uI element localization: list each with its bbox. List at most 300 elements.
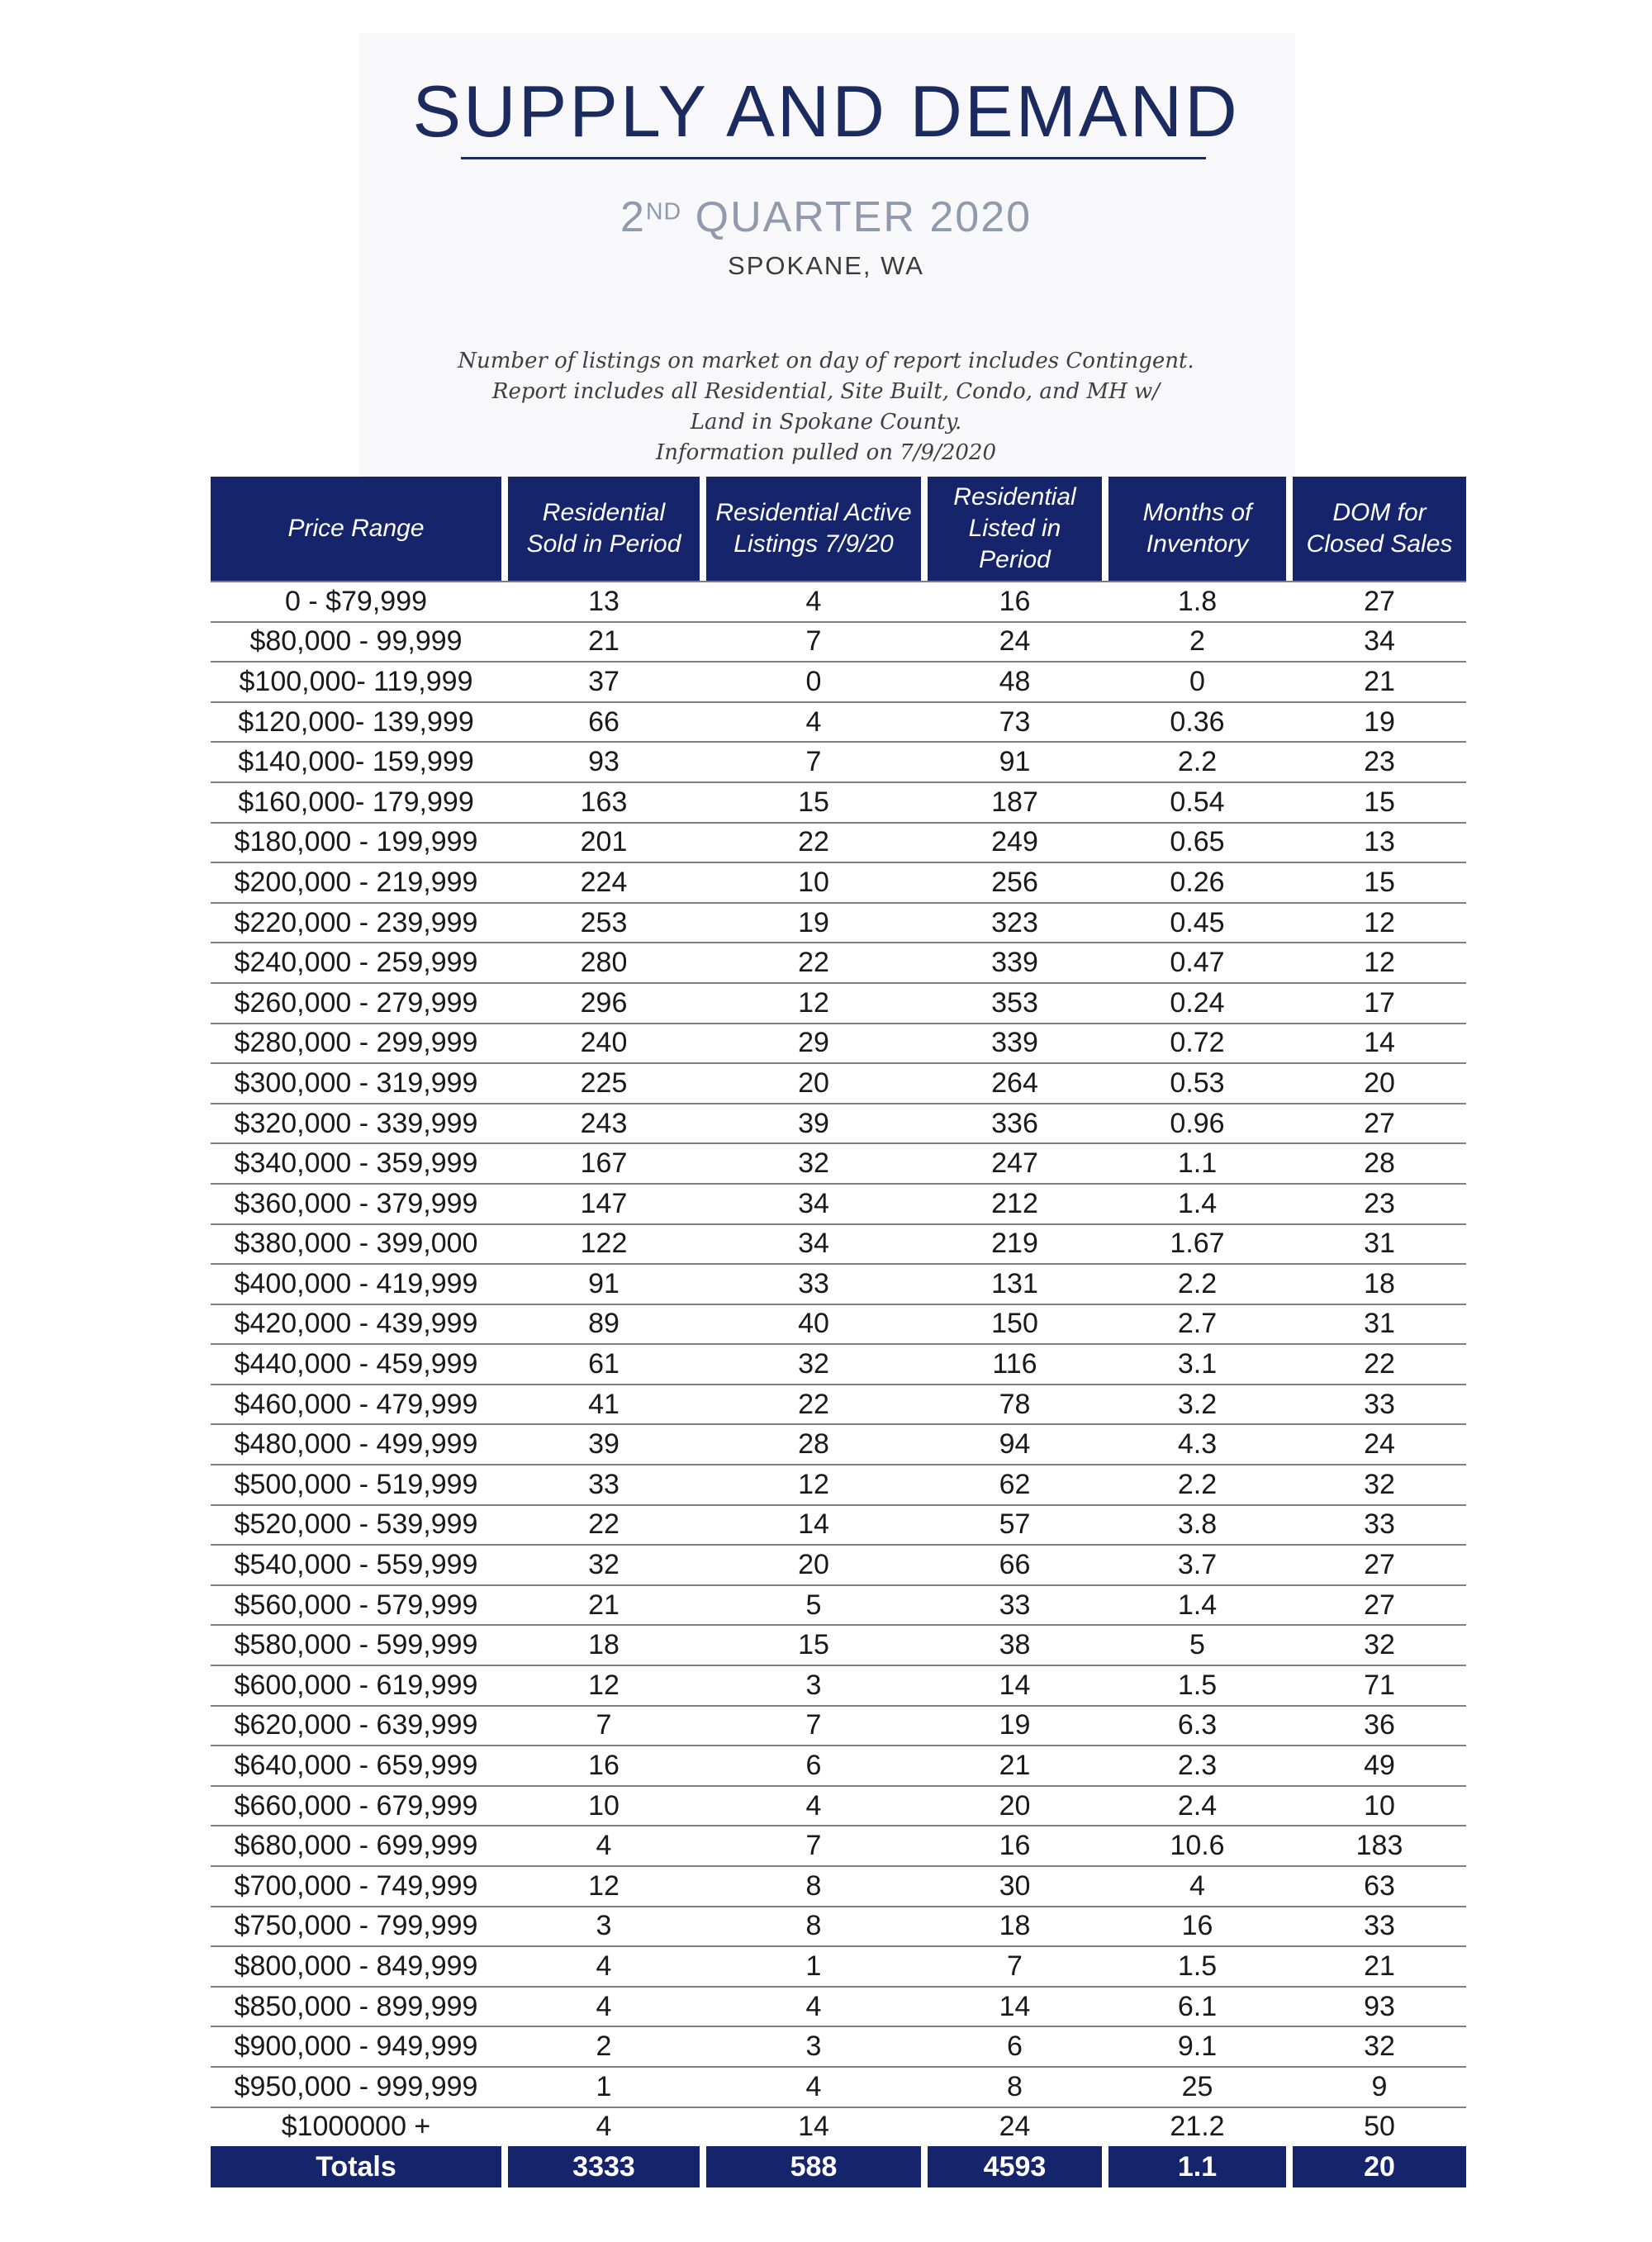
table-cell: 4: [1189, 1869, 1205, 1902]
table-row: [211, 1223, 1466, 1264]
table-cell: 62: [999, 1468, 1031, 1500]
table-cell: 24: [1364, 1428, 1395, 1461]
table-cell: 1.67: [1170, 1228, 1225, 1260]
supply-demand-table: [211, 477, 1466, 2187]
table-row: [211, 781, 1466, 822]
table-cell: 10: [798, 866, 829, 898]
table-cell: 21: [999, 1750, 1031, 1782]
table-cell: 20: [1364, 1066, 1395, 1099]
table-cell: 23: [1364, 1187, 1395, 1219]
table-cell: 21: [588, 1589, 620, 1621]
table-cell: 339: [991, 1027, 1038, 1059]
table-row: [211, 1584, 1466, 1625]
table-cell: $180,000 - 199,999: [234, 826, 478, 858]
table-cell: 19: [999, 1709, 1031, 1741]
table-cell: 63: [1364, 1869, 1395, 1902]
table-cell: 24: [999, 625, 1031, 658]
table-cell: 280: [580, 947, 628, 979]
table-row: [211, 1665, 1466, 1705]
table-cell: $100,000- 119,999: [239, 665, 473, 697]
table-cell: $500,000 - 519,999: [234, 1468, 478, 1500]
table-cell: 14: [1364, 1027, 1395, 1059]
table-row: [211, 1343, 1466, 1384]
table-cell: $200,000 - 219,999: [234, 866, 478, 898]
table-cell: 33: [1364, 1910, 1395, 1942]
table-cell: 8: [805, 1869, 822, 1902]
table-cell: 2.2: [1177, 1468, 1218, 1500]
table-cell: 6.1: [1177, 1990, 1218, 2022]
table-cell: 2.2: [1177, 1267, 1218, 1299]
table-cell: 12: [1364, 947, 1395, 979]
table-row: [211, 1906, 1466, 1946]
table-row: [211, 862, 1466, 902]
table-cell: 1.8: [1177, 585, 1218, 617]
table-row: [211, 2026, 1466, 2066]
table-cell: 91: [999, 746, 1031, 778]
table-row: [211, 1745, 1466, 1785]
table-cell: 7: [805, 625, 822, 658]
table-cell: 18: [999, 1910, 1031, 1942]
report-notes: [0, 346, 1652, 468]
column-header-price-range: Price Range: [211, 477, 501, 581]
table-row: [211, 902, 1466, 943]
table-cell: 18: [1364, 1267, 1395, 1299]
table-cell: 21: [1364, 1950, 1395, 1982]
quarter-text: QUARTER 2020: [681, 193, 1032, 241]
table-cell: 6.3: [1177, 1709, 1218, 1741]
table-cell: 34: [798, 1228, 829, 1260]
table-row: [211, 2066, 1466, 2107]
table-cell: 32: [798, 1348, 829, 1380]
table-cell: 0 - $79,999: [284, 585, 428, 617]
note-line: Number of listings on market on day of report includes Contingent.: [458, 349, 1194, 373]
table-cell: 49: [1364, 1750, 1395, 1782]
table-cell: 15: [798, 786, 829, 818]
column-header-listed-in-period: Residential Listed in Period: [928, 477, 1102, 581]
table-row: [211, 1825, 1466, 1865]
table-cell: 27: [1364, 585, 1395, 617]
table-cell: 73: [999, 705, 1031, 738]
table-cell: $440,000 - 459,999: [234, 1348, 478, 1380]
table-cell: 3: [596, 1910, 612, 1942]
table-cell: 4: [596, 1950, 612, 1982]
table-cell: $360,000 - 379,999: [234, 1187, 478, 1219]
table-cell: 4: [805, 1990, 822, 2022]
table-cell: 3.7: [1177, 1549, 1218, 1581]
table-cell: 4: [596, 1830, 612, 1862]
table-cell: 89: [588, 1308, 620, 1340]
table-cell: 150: [991, 1308, 1038, 1340]
table-cell: 336: [991, 1107, 1038, 1139]
table-cell: 39: [588, 1428, 620, 1461]
table-cell: $480,000 - 499,999: [234, 1428, 478, 1461]
table-cell: 21: [1364, 665, 1395, 697]
table-cell: 7: [805, 746, 822, 778]
table-cell: 264: [991, 1066, 1038, 1099]
table-cell: $580,000 - 599,999: [234, 1629, 478, 1661]
table-cell: 2.3: [1177, 1750, 1218, 1782]
table-cell: $620,000 - 639,999: [234, 1709, 478, 1741]
column-header-dom-closed-sales: DOM for Closed Sales: [1293, 477, 1466, 581]
table-cell: $640,000 - 659,999: [234, 1750, 478, 1782]
table-cell: 1.5: [1177, 1950, 1218, 1982]
table-cell: 24: [999, 2111, 1031, 2143]
table-cell: 2: [1189, 625, 1205, 658]
table-cell: 253: [580, 906, 628, 938]
table-cell: 0.96: [1170, 1107, 1225, 1139]
table-row: [211, 621, 1466, 662]
table-cell: 339: [991, 947, 1038, 979]
table-cell: $850,000 - 899,999: [234, 1990, 478, 2022]
table-cell: 5: [805, 1589, 822, 1621]
table-cell: $320,000 - 339,999: [234, 1107, 478, 1139]
table-cell: 12: [1364, 906, 1395, 938]
table-cell: 34: [798, 1187, 829, 1219]
quarter-ordinal: ND: [645, 198, 682, 226]
page-title: SUPPLY AND DEMAND: [412, 70, 1240, 152]
table-cell: 1.4: [1177, 1589, 1218, 1621]
table-cell: $950,000 - 999,999: [234, 2070, 478, 2102]
totals-label: Totals: [211, 2146, 501, 2187]
table-cell: 353: [991, 986, 1038, 1019]
table-cell: 249: [991, 826, 1038, 858]
table-row: [211, 1384, 1466, 1424]
table-cell: 219: [991, 1228, 1038, 1260]
table-cell: 25: [1181, 2070, 1213, 2102]
table-cell: 20: [999, 1789, 1031, 1822]
table-row: [211, 1023, 1466, 1063]
table-row: [211, 1865, 1466, 1906]
table-cell: 5: [1189, 1629, 1205, 1661]
table-cell: 8: [805, 1910, 822, 1942]
table-cell: 94: [999, 1428, 1031, 1461]
table-cell: 0.24: [1170, 986, 1225, 1019]
table-cell: $900,000 - 949,999: [234, 2031, 478, 2063]
table-cell: 1.5: [1177, 1669, 1218, 1701]
table-cell: 14: [798, 1508, 829, 1541]
table-cell: 48: [999, 665, 1031, 697]
table-cell: 1: [805, 1950, 822, 1982]
table-cell: 71: [1364, 1669, 1395, 1701]
table-cell: 66: [588, 705, 620, 738]
table-cell: 20: [798, 1066, 829, 1099]
table-cell: 4: [805, 1789, 822, 1822]
table-cell: 0.53: [1170, 1066, 1225, 1099]
table-cell: 33: [588, 1468, 620, 1500]
table-cell: 225: [580, 1066, 628, 1099]
table-header-row: [211, 477, 1466, 581]
table-cell: 57: [999, 1508, 1031, 1541]
table-cell: 17: [1364, 986, 1395, 1019]
table-cell: 41: [588, 1388, 620, 1420]
table-cell: 224: [580, 866, 628, 898]
table-cell: 28: [798, 1428, 829, 1461]
table-cell: 256: [991, 866, 1038, 898]
table-row: [211, 1103, 1466, 1143]
table-row: [211, 1544, 1466, 1584]
table-row: [211, 1945, 1466, 1986]
table-cell: 131: [991, 1267, 1038, 1299]
table-cell: 2.4: [1177, 1789, 1218, 1822]
table-cell: 28: [1364, 1147, 1395, 1180]
table-cell: 0.65: [1170, 826, 1225, 858]
table-cell: 0.45: [1170, 906, 1225, 938]
table-cell: 183: [1355, 1830, 1403, 1862]
table-row: [211, 661, 1466, 701]
table-cell: 14: [999, 1990, 1031, 2022]
table-cell: $400,000 - 419,999: [234, 1267, 478, 1299]
table-cell: 18: [588, 1629, 620, 1661]
table-cell: 27: [1364, 1107, 1395, 1139]
table-cell: 22: [1364, 1348, 1395, 1380]
table-cell: $1000000 +: [281, 2111, 431, 2143]
table-cell: 32: [798, 1147, 829, 1180]
table-cell: 7: [1007, 1950, 1023, 1982]
table-row: [211, 1142, 1466, 1183]
table-cell: 0.26: [1170, 866, 1225, 898]
table-row: [211, 1624, 1466, 1665]
table-cell: 50: [1364, 2111, 1395, 2143]
table-cell: 4: [805, 705, 822, 738]
table-cell: $300,000 - 319,999: [234, 1066, 478, 1099]
totals-listed: 4593: [928, 2146, 1102, 2187]
table-cell: $120,000- 139,999: [238, 705, 474, 738]
table-cell: $340,000 - 359,999: [234, 1147, 478, 1180]
table-cell: 37: [588, 665, 620, 697]
table-cell: $220,000 - 239,999: [234, 906, 478, 938]
table-cell: 187: [991, 786, 1038, 818]
table-cell: 116: [992, 1348, 1037, 1380]
table-cell: 23: [1364, 746, 1395, 778]
table-cell: 3: [805, 2031, 822, 2063]
table-cell: 36: [1364, 1709, 1395, 1741]
table-cell: $660,000 - 679,999: [234, 1789, 478, 1822]
table-cell: 39: [798, 1107, 829, 1139]
table-cell: 10: [588, 1789, 620, 1822]
table-cell: 4: [805, 585, 822, 617]
table-cell: 31: [1364, 1228, 1395, 1260]
table-cell: 93: [1364, 1990, 1395, 2022]
table-row: [211, 1705, 1466, 1746]
table-cell: 12: [588, 1869, 620, 1902]
table-cell: 78: [999, 1388, 1031, 1420]
column-header-sold-in-period: Residential Sold in Period: [508, 477, 700, 581]
table-cell: 13: [588, 585, 620, 617]
table-cell: $260,000 - 279,999: [234, 986, 478, 1019]
totals-dom: 20: [1293, 2146, 1466, 2187]
table-cell: 16: [999, 1830, 1031, 1862]
table-cell: $460,000 - 479,999: [234, 1388, 478, 1420]
table-row: [211, 942, 1466, 982]
table-cell: 19: [1364, 705, 1395, 738]
table-cell: 61: [588, 1348, 620, 1380]
table-cell: 16: [999, 585, 1031, 617]
table-row: [211, 982, 1466, 1023]
table-row: [211, 1423, 1466, 1464]
totals-active: 588: [706, 2146, 921, 2187]
note-line: Report includes all Residential, Site Built, Condo, and MH w/: [491, 379, 1161, 404]
totals-sold: 3333: [508, 2146, 700, 2187]
table-cell: 0: [1189, 665, 1205, 697]
table-cell: 247: [991, 1147, 1038, 1180]
table-cell: 212: [991, 1187, 1038, 1219]
table-cell: 6: [1007, 2031, 1023, 2063]
table-cell: 4.3: [1177, 1428, 1218, 1461]
table-cell: 2.2: [1177, 746, 1218, 778]
table-cell: 10: [1364, 1789, 1395, 1822]
table-row: [211, 741, 1466, 781]
table-cell: $540,000 - 559,999: [234, 1549, 478, 1581]
table-cell: 147: [580, 1187, 628, 1219]
table-cell: 66: [999, 1549, 1031, 1581]
table-cell: 32: [588, 1549, 620, 1581]
table-cell: $280,000 - 299,999: [234, 1027, 478, 1059]
table-row: [211, 1785, 1466, 1826]
title-underline-divider: [461, 157, 1206, 159]
table-cell: $140,000- 159,999: [238, 746, 474, 778]
table-cell: 6: [805, 1750, 822, 1782]
table-cell: 8: [1007, 2070, 1023, 2102]
table-cell: 163: [580, 786, 628, 818]
table-cell: 167: [580, 1147, 628, 1180]
table-row: [211, 1504, 1466, 1545]
table-row: [211, 2107, 1466, 2147]
table-cell: $680,000 - 699,999: [234, 1830, 478, 1862]
table-cell: 30: [999, 1869, 1031, 1902]
table-cell: $160,000- 179,999: [238, 786, 474, 818]
table-cell: 1.1: [1177, 1147, 1218, 1180]
table-row: [211, 701, 1466, 742]
table-cell: 33: [798, 1267, 829, 1299]
quarter-number: 2: [620, 193, 646, 241]
table-cell: 22: [798, 1388, 829, 1420]
table-cell: 12: [588, 1669, 620, 1701]
table-cell: 7: [805, 1830, 822, 1862]
table-cell: 16: [1181, 1910, 1213, 1942]
report-subtitle: [0, 192, 1652, 242]
table-cell: 3.2: [1177, 1388, 1218, 1420]
table-cell: 0.72: [1170, 1027, 1225, 1059]
table-cell: 0.54: [1170, 786, 1225, 818]
report-location: SPOKANE, WA: [728, 251, 924, 280]
table-cell: $600,000 - 619,999: [234, 1669, 478, 1701]
table-cell: 4: [596, 1990, 612, 2022]
table-cell: 27: [1364, 1549, 1395, 1581]
table-row: [211, 822, 1466, 862]
table-cell: $80,000 - 99,999: [249, 625, 463, 658]
table-cell: 14: [798, 2111, 829, 2143]
table-row: [211, 1464, 1466, 1504]
table-cell: 0.36: [1170, 705, 1225, 738]
table-cell: $560,000 - 579,999: [234, 1589, 478, 1621]
table-cell: 4: [596, 2111, 612, 2143]
table-cell: $240,000 - 259,999: [234, 947, 478, 979]
totals-months-inventory: 1.1: [1108, 2146, 1286, 2187]
table-cell: $700,000 - 749,999: [234, 1869, 478, 1902]
table-cell: 1.4: [1177, 1187, 1218, 1219]
table-cell: $750,000 - 799,999: [234, 1910, 478, 1942]
table-cell: 32: [1364, 2031, 1395, 2063]
table-cell: 12: [798, 986, 829, 1019]
column-header-months-of-inventory: Months of Inventory: [1108, 477, 1286, 581]
table-cell: 22: [798, 826, 829, 858]
table-cell: 323: [991, 906, 1038, 938]
table-cell: $420,000 - 439,999: [234, 1308, 478, 1340]
table-cell: 93: [588, 746, 620, 778]
table-cell: 21.2: [1170, 2111, 1225, 2143]
table-cell: 31: [1364, 1308, 1395, 1340]
table-cell: 16: [588, 1750, 620, 1782]
table-cell: 27: [1364, 1589, 1395, 1621]
table-cell: 3.1: [1177, 1348, 1218, 1380]
table-cell: 32: [1364, 1468, 1395, 1500]
note-line: Information pulled on 7/9/2020: [655, 440, 997, 465]
table-cell: 240: [580, 1027, 628, 1059]
table-body: [211, 581, 1466, 2146]
table-totals-row: [211, 2146, 1466, 2187]
table-cell: 296: [580, 986, 628, 1019]
table-cell: 3.8: [1177, 1508, 1218, 1541]
table-cell: 12: [798, 1468, 829, 1500]
table-cell: 15: [1364, 786, 1395, 818]
table-cell: 29: [798, 1027, 829, 1059]
table-cell: $380,000 - 399,000: [234, 1228, 478, 1260]
table-cell: 0.47: [1170, 947, 1225, 979]
table-cell: 3: [805, 1669, 822, 1701]
table-cell: 1: [596, 2070, 612, 2102]
column-header-active-listings: Residential Active Listings 7/9/20: [706, 477, 921, 581]
table-cell: 91: [588, 1267, 620, 1299]
table-cell: 34: [1364, 625, 1395, 658]
table-cell: $520,000 - 539,999: [234, 1508, 478, 1541]
table-cell: 2.7: [1177, 1308, 1218, 1340]
table-cell: 33: [1364, 1388, 1395, 1420]
table-cell: 9: [1371, 2070, 1388, 2102]
table-cell: 122: [580, 1228, 628, 1260]
table-row: [211, 1263, 1466, 1304]
table-row: [211, 1183, 1466, 1223]
table-cell: 22: [588, 1508, 620, 1541]
note-line: Land in Spokane County.: [690, 410, 962, 435]
table-cell: 9.1: [1177, 2031, 1218, 2063]
table-cell: 7: [596, 1709, 612, 1741]
table-cell: 15: [1364, 866, 1395, 898]
table-cell: 15: [798, 1629, 829, 1661]
table-cell: 201: [580, 826, 628, 858]
table-cell: 7: [805, 1709, 822, 1741]
table-cell: 4: [805, 2070, 822, 2102]
table-cell: 38: [999, 1629, 1031, 1661]
table-row: [211, 1062, 1466, 1103]
table-cell: 2: [596, 2031, 612, 2063]
table-cell: 13: [1364, 826, 1395, 858]
table-cell: 22: [798, 947, 829, 979]
table-row: [211, 1986, 1466, 2026]
table-cell: 33: [1364, 1508, 1395, 1541]
table-cell: 20: [798, 1549, 829, 1581]
table-cell: 21: [588, 625, 620, 658]
table-cell: 0: [805, 665, 822, 697]
table-row: [211, 1304, 1466, 1344]
table-cell: $800,000 - 849,999: [234, 1950, 478, 1982]
table-cell: 10.6: [1170, 1830, 1225, 1862]
table-cell: 32: [1364, 1629, 1395, 1661]
table-cell: 33: [999, 1589, 1031, 1621]
table-cell: 40: [798, 1308, 829, 1340]
table-cell: 19: [798, 906, 829, 938]
table-row: [211, 581, 1466, 621]
table-cell: 243: [580, 1107, 628, 1139]
